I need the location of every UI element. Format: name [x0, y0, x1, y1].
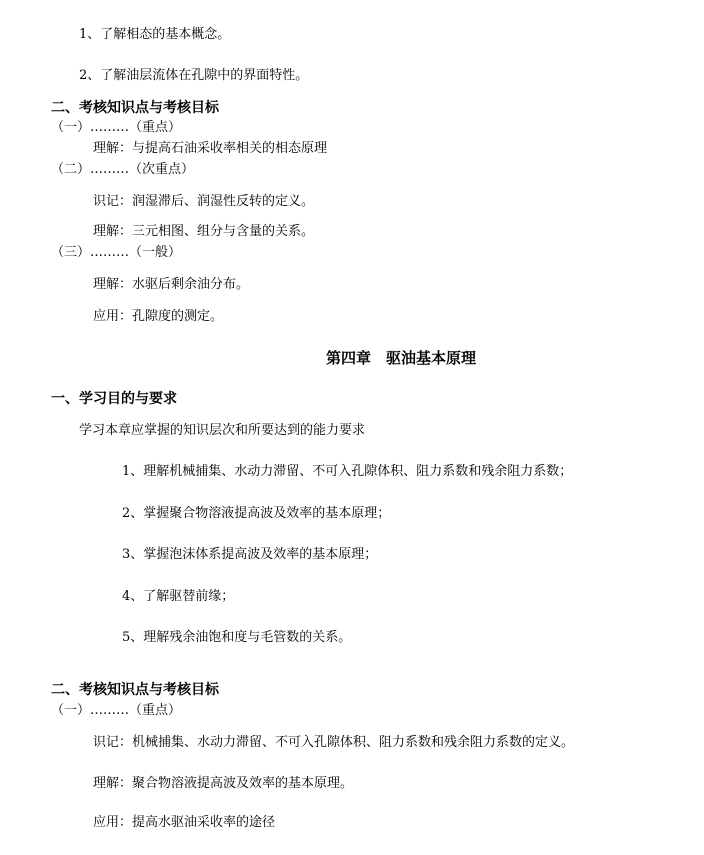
group-label-secondary: （二）………（次重点）: [51, 162, 195, 177]
section-intro: 学习本章应掌握的知识层次和所要达到的能力要求: [79, 423, 366, 438]
section-heading-objectives: 一、学习目的与要求: [51, 391, 177, 407]
list-item: 5、理解残余油饱和度与毛管数的关系。: [122, 630, 352, 645]
group-line: 理解：水驱后剩余油分布。: [93, 277, 250, 292]
section-heading-assessment: 二、考核知识点与考核目标: [51, 682, 219, 698]
group-line: 理解：与提高石油采收率相关的相态原理: [93, 141, 328, 156]
group-label-key: （一）………（重点）: [51, 703, 182, 718]
group-label-general: （三）………（一般）: [51, 245, 182, 260]
group-line: 识记：机械捕集、水动力滞留、不可入孔隙体积、阻力系数和残余阻力系数的定义。: [93, 735, 575, 750]
group-line: 理解：三元相图、组分与含量的关系。: [93, 224, 315, 239]
group-line: 应用：孔隙度的测定。: [93, 309, 224, 324]
section-heading-assessment: 二、考核知识点与考核目标: [51, 100, 219, 116]
objective-item-1: 1、了解相态的基本概念。: [79, 27, 231, 42]
group-line: 应用：提高水驱油采收率的途径: [93, 815, 276, 830]
group-label-key: （一）………（重点）: [51, 120, 182, 135]
list-item: 2、掌握聚合物溶液提高波及效率的基本原理；: [122, 506, 391, 521]
list-item: 3、掌握泡沫体系提高波及效率的基本原理；: [122, 547, 378, 562]
group-line: 识记：润湿滞后、润湿性反转的定义。: [93, 194, 315, 209]
group-line: 理解：聚合物溶液提高波及效率的基本原理。: [93, 776, 354, 791]
objective-item-2: 2、了解油层流体在孔隙中的界面特性。: [79, 68, 309, 83]
chapter-title: 第四章 驱油基本原理: [326, 349, 477, 367]
list-item: 4、了解驱替前缘；: [122, 589, 235, 604]
list-item: 1、理解机械捕集、水动力滞留、不可入孔隙体积、阻力系数和残余阻力系数；: [122, 464, 573, 479]
